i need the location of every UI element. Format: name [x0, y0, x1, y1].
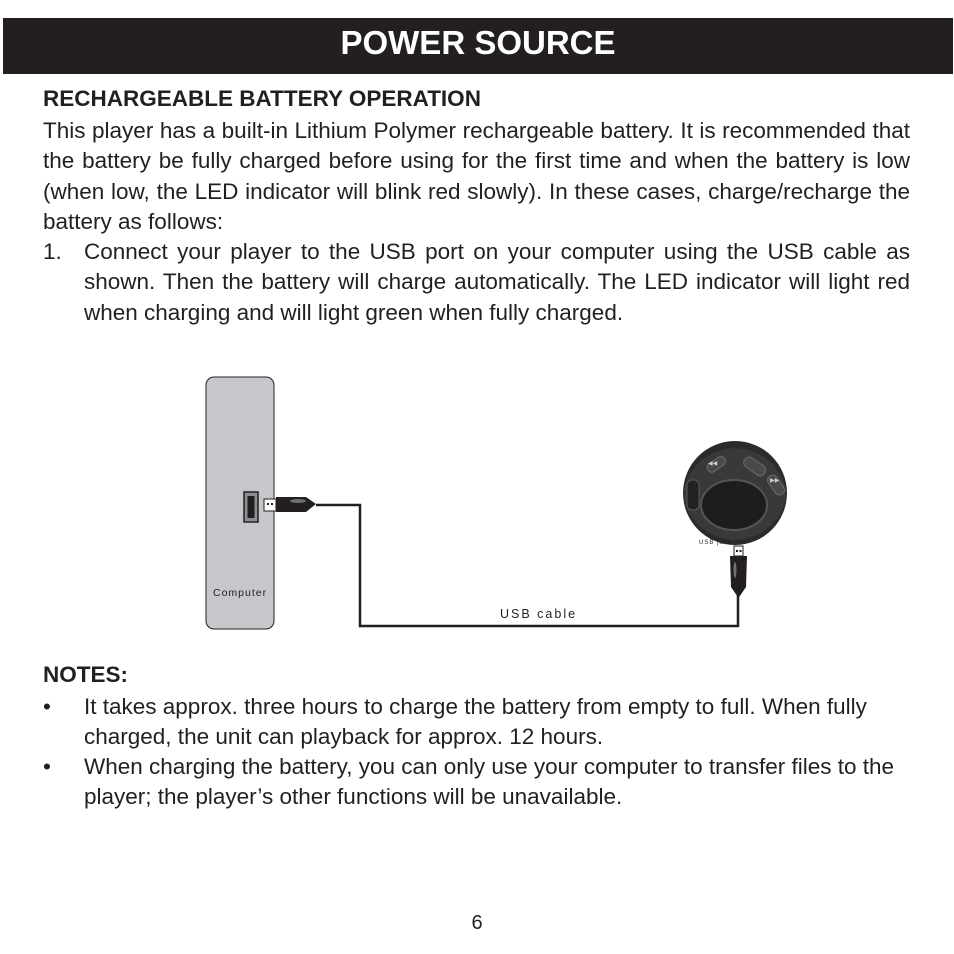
note-item [43, 692, 910, 753]
section-heading: RECHARGEABLE BATTERY OPERATION [43, 86, 481, 111]
usb-plug-icon [264, 497, 316, 512]
note-item [43, 752, 910, 813]
svg-text:◀◀: ◀◀ [708, 461, 718, 467]
usb-jack-label: USB jack [699, 540, 732, 546]
bullet-icon: • [43, 694, 51, 719]
bullet-icon: • [43, 754, 51, 779]
note-text: It takes approx. three hours to charge the battery from empty to full. When fully charged, the unit can playback for approx. 12 hours. [84, 694, 867, 750]
note-text: When charging the battery, you can only use your computer to transfer files to the player; the player’s other functions will be unavailable. [84, 754, 895, 810]
page-title: POWER SOURCE [3, 18, 953, 74]
usb-cable-label: USB cable [500, 607, 578, 621]
player-illustration [683, 441, 787, 546]
page-number: 6 [471, 912, 483, 934]
instruction-step [43, 237, 910, 328]
micro-usb-plug-icon [730, 546, 747, 598]
notes-heading: NOTES: [43, 662, 129, 687]
intro-paragraph: This player has a built-in Lithium Polymer rechargeable battery. It is recommended that the battery be fully charged before using for the first time and when the battery is low (when low, the LED indicator will blink red slowly). In these cases, charge/recharge the battery as follows: [43, 118, 910, 234]
step-number: 1. [43, 239, 62, 264]
step-text: Connect your player to the USB port on your computer using the USB cable as shown. Then the battery will charge automatically. The LED indicator will light red when charging and will light green when fully charged. [84, 239, 910, 325]
usb-connection-diagram [200, 372, 800, 637]
svg-text:▶▶: ▶▶ [770, 478, 780, 484]
computer-label: Computer [213, 587, 268, 599]
